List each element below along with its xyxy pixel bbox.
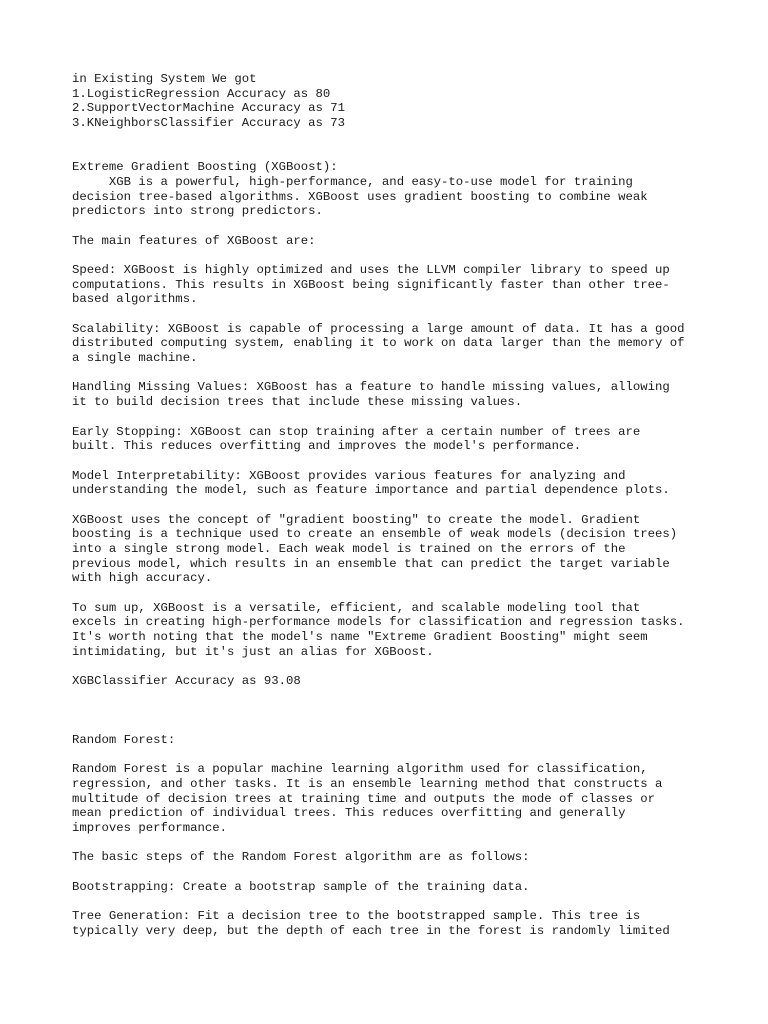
text-line: with high accuracy. xyxy=(72,571,213,586)
blank-line xyxy=(72,366,712,381)
blank-line xyxy=(72,498,712,513)
blank-line xyxy=(72,454,712,469)
text-line: decision tree-based algorithms. XGBoost uses gradient boosting to combine weak xyxy=(72,189,648,204)
text-line: Speed: XGBoost is highly optimized and uses the LLVM compiler library to speed up xyxy=(72,262,670,277)
text-line: Random Forest is a popular machine learning algorithm used for classification, xyxy=(72,762,648,777)
text-line: built. This reduces overfitting and improves the model's performance. xyxy=(72,439,582,454)
text-line: into a single strong model. Each weak model is trained on the errors of the xyxy=(72,542,626,556)
text-line: in Existing System We got xyxy=(72,72,257,86)
text-line: 3.KNeighborsClassifier Accuracy as 73 xyxy=(72,116,346,131)
text-line: distributed computing system, enabling it to work on data larger than the memory of xyxy=(72,336,685,351)
text-line: previous model, which results in an ensemble that can predict the target variable xyxy=(72,556,670,571)
blank-line xyxy=(72,865,712,880)
text-line: XGBoost uses the concept of "gradient boosting" to create the model. Gradient xyxy=(72,512,641,527)
blank-line xyxy=(72,410,712,425)
text-line: boosting is a technique used to create an ensemble of weak models (decision trees) xyxy=(72,527,678,542)
text-line: The main features of XGBoost are: xyxy=(72,233,316,248)
blank-line xyxy=(72,131,712,146)
text-line: Handling Missing Values: XGBoost has a feature to handle missing values, allowing xyxy=(72,380,670,395)
blank-line xyxy=(72,219,712,234)
text-line: 2.SupportVectorMachine Accuracy as 71 xyxy=(72,101,346,116)
blank-line xyxy=(72,895,712,910)
text-line: a single machine. xyxy=(72,351,198,366)
blank-line xyxy=(72,689,712,704)
text-line: It's worth noting that the model's name "Extreme Gradient Boosting" might seem xyxy=(72,630,648,645)
blank-line xyxy=(72,748,712,763)
text-line: XGB is a powerful, high-performance, and easy-to-use model for training xyxy=(72,174,633,189)
text-line: excels in creating high-performance models for classification and regression tasks. xyxy=(72,615,685,630)
text-line: Random Forest: xyxy=(72,732,176,747)
text-line: mean prediction of individual trees. This reduces overfitting and generally xyxy=(72,806,626,821)
text-line: The basic steps of the Random Forest algorithm are as follows: xyxy=(72,850,530,865)
text-line: 1.LogisticRegression Accuracy as 80 xyxy=(72,86,331,101)
text-line: understanding the model, such as feature importance and partial dependence plots. xyxy=(72,483,670,498)
blank-line xyxy=(72,836,712,851)
text-line: multitude of decision trees at training time and outputs the mode of classes or xyxy=(72,791,655,806)
blank-line xyxy=(72,586,712,601)
text-line: typically very deep, but the depth of each tree in the forest is randomly limited xyxy=(72,923,670,938)
blank-line xyxy=(72,145,712,160)
text-line: Extreme Gradient Boosting (XGBoost): xyxy=(72,160,338,175)
text-line: Early Stopping: XGBoost can stop training after a certain number of trees are xyxy=(72,424,641,439)
blank-line xyxy=(72,718,712,733)
blank-line xyxy=(72,704,712,719)
text-line: Tree Generation: Fit a decision tree to the bootstrapped sample. This tree is xyxy=(72,909,641,924)
text-line: it to build decision trees that include these missing values. xyxy=(72,395,523,410)
document-page xyxy=(72,72,712,939)
text-line: improves performance. xyxy=(72,821,227,836)
text-line: XGBClassifier Accuracy as 93.08 xyxy=(72,674,301,689)
blank-line xyxy=(72,248,712,263)
blank-line xyxy=(72,660,712,675)
text-line: predictors into strong predictors. xyxy=(72,204,323,219)
text-line: Scalability: XGBoost is capable of processing a large amount of data. It has a good xyxy=(72,321,685,336)
text-line: Model Interpretability: XGBoost provides various features for analyzing and xyxy=(72,468,626,483)
text-line: computations. This results in XGBoost being significantly faster than other tree- xyxy=(72,277,670,292)
text-line: intimidating, but it's just an alias for XGBoost. xyxy=(72,644,434,659)
text-line: Bootstrapping: Create a bootstrap sample of the training data. xyxy=(72,879,530,894)
text-line: To sum up, XGBoost is a versatile, efficient, and scalable modeling tool that xyxy=(72,600,641,615)
text-line: regression, and other tasks. It is an ensemble learning method that constructs a xyxy=(72,777,663,791)
text-line: based algorithms. xyxy=(72,292,198,307)
blank-line xyxy=(72,307,712,322)
